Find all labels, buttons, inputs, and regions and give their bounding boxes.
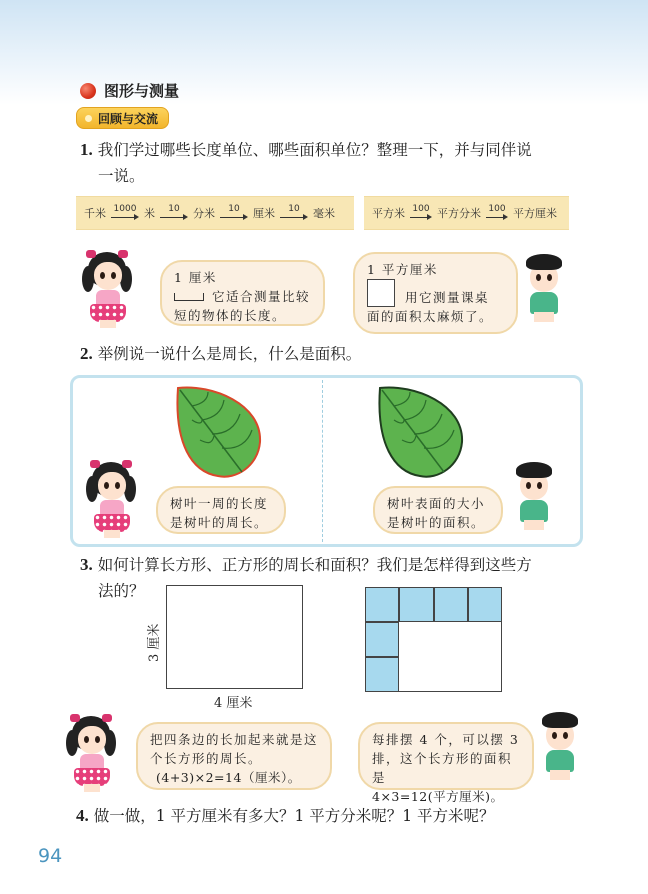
question-number: 4. bbox=[76, 806, 89, 825]
badge-label: 回顾与交流 bbox=[98, 111, 159, 126]
unit-square bbox=[468, 587, 502, 622]
question-text-cont: 法的？ bbox=[98, 582, 145, 600]
girl-character bbox=[82, 248, 134, 328]
unit-label: 毫米 bbox=[313, 207, 335, 220]
bow-icon bbox=[70, 714, 80, 722]
bow-icon bbox=[102, 714, 112, 722]
bubble-line: 用它测量课桌 bbox=[405, 290, 490, 305]
question-text: 我们学过哪些长度单位、哪些面积单位？整理一下，并与同伴说 bbox=[97, 141, 532, 159]
leaf-area-icon bbox=[374, 384, 470, 480]
bubble-line: 是树叶的面积。 bbox=[387, 515, 486, 530]
bubble-title: 1 厘米 bbox=[174, 270, 217, 285]
unit-label: 米 bbox=[144, 207, 155, 220]
centimeter-segment-icon bbox=[174, 293, 204, 301]
speech-bubble-girl bbox=[136, 722, 332, 790]
bubble-line: 短的物体的长度。 bbox=[174, 308, 287, 323]
question-text: 举例说一说什么是周长，什么是面积。 bbox=[97, 345, 362, 363]
arrow-right-icon: 10 bbox=[160, 205, 188, 221]
question-number: 2. bbox=[80, 344, 93, 363]
boy-character bbox=[522, 254, 566, 326]
question-text: 做一做，1 平方厘米有多大？1 平方分米呢？1 平方米呢？ bbox=[93, 807, 495, 825]
question-number: 3. bbox=[80, 555, 93, 574]
bow-icon bbox=[90, 460, 100, 468]
bow-icon bbox=[122, 460, 132, 468]
bubble-formula: 4×3=12(平方厘米)。 bbox=[372, 789, 504, 804]
bubble-formula: (4+3)×2=14（厘米）。 bbox=[156, 770, 301, 785]
red-dot-icon bbox=[80, 83, 96, 99]
bubble-line: 把四条边的长加起来就是这 bbox=[150, 732, 319, 747]
square-centimeter-icon bbox=[367, 279, 395, 307]
height-label: 3 厘米 bbox=[147, 623, 162, 662]
question-4 bbox=[76, 803, 495, 829]
bubble-line: 排，这个长方形的面积是 bbox=[372, 751, 513, 785]
bubble-line: 树叶一周的长度 bbox=[170, 496, 269, 511]
dashed-divider bbox=[322, 380, 323, 542]
speech-bubble-girl bbox=[156, 486, 286, 534]
unit-square bbox=[434, 587, 468, 622]
arrow-right-icon: 100 bbox=[486, 205, 508, 221]
unit-label: 平方厘米 bbox=[513, 207, 557, 220]
bubble-line: 个长方形的周长。 bbox=[150, 751, 263, 766]
bubble-line: 面的面积太麻烦了。 bbox=[367, 309, 494, 324]
unit-square bbox=[365, 587, 399, 622]
area-unit-chain bbox=[364, 196, 569, 230]
bow-icon bbox=[86, 250, 96, 258]
unit-square-grid bbox=[365, 587, 502, 692]
arrow-right-icon: 10 bbox=[220, 205, 248, 221]
page-number: 94 bbox=[38, 845, 63, 867]
arrow-right-icon: 10 bbox=[280, 205, 308, 221]
speech-bubble-boy bbox=[358, 722, 534, 804]
unit-label: 厘米 bbox=[253, 207, 275, 220]
badge-dot-icon bbox=[85, 115, 92, 122]
arrow-right-icon: 100 bbox=[410, 205, 432, 221]
section-title: 图形与测量 bbox=[104, 82, 180, 100]
unit-label: 千米 bbox=[84, 207, 106, 220]
unit-label: 分米 bbox=[193, 207, 215, 220]
question-2 bbox=[80, 341, 361, 367]
boy-character bbox=[538, 712, 582, 784]
unit-square bbox=[365, 622, 399, 657]
question-number: 1. bbox=[80, 140, 93, 159]
section-header bbox=[80, 80, 179, 101]
bubble-line: 树叶表面的大小 bbox=[387, 496, 486, 511]
question-text: 如何计算长方形、正方形的周长和面积？我们是怎样得到这些方 bbox=[97, 556, 532, 574]
width-label: 4 厘米 bbox=[214, 696, 253, 711]
leaf-perimeter-icon bbox=[172, 384, 268, 480]
unit-square bbox=[365, 657, 399, 692]
speech-bubble-girl bbox=[160, 260, 325, 326]
arrow-right-icon: 1000 bbox=[111, 205, 139, 221]
bow-icon bbox=[118, 250, 128, 258]
question-3 bbox=[80, 552, 600, 604]
bubble-line: 每排摆 4 个，可以摆 3 bbox=[372, 732, 520, 747]
girl-character bbox=[86, 458, 138, 538]
bubble-line: 它适合测量比较 bbox=[212, 289, 311, 304]
review-badge bbox=[76, 107, 169, 129]
bubble-title: 1 平方厘米 bbox=[367, 262, 438, 277]
rectangle-figure bbox=[166, 585, 303, 689]
unit-square bbox=[399, 587, 433, 622]
question-1 bbox=[80, 137, 600, 189]
speech-bubble-boy bbox=[353, 252, 518, 334]
question-text-cont: 一说。 bbox=[98, 167, 145, 185]
girl-character bbox=[66, 712, 118, 792]
unit-label: 平方分米 bbox=[437, 207, 481, 220]
perimeter-area-panel bbox=[70, 375, 583, 547]
speech-bubble-boy bbox=[373, 486, 503, 534]
boy-character bbox=[512, 462, 556, 534]
length-unit-chain bbox=[76, 196, 354, 230]
unit-label: 平方米 bbox=[372, 207, 405, 220]
bubble-line: 是树叶的周长。 bbox=[170, 515, 269, 530]
